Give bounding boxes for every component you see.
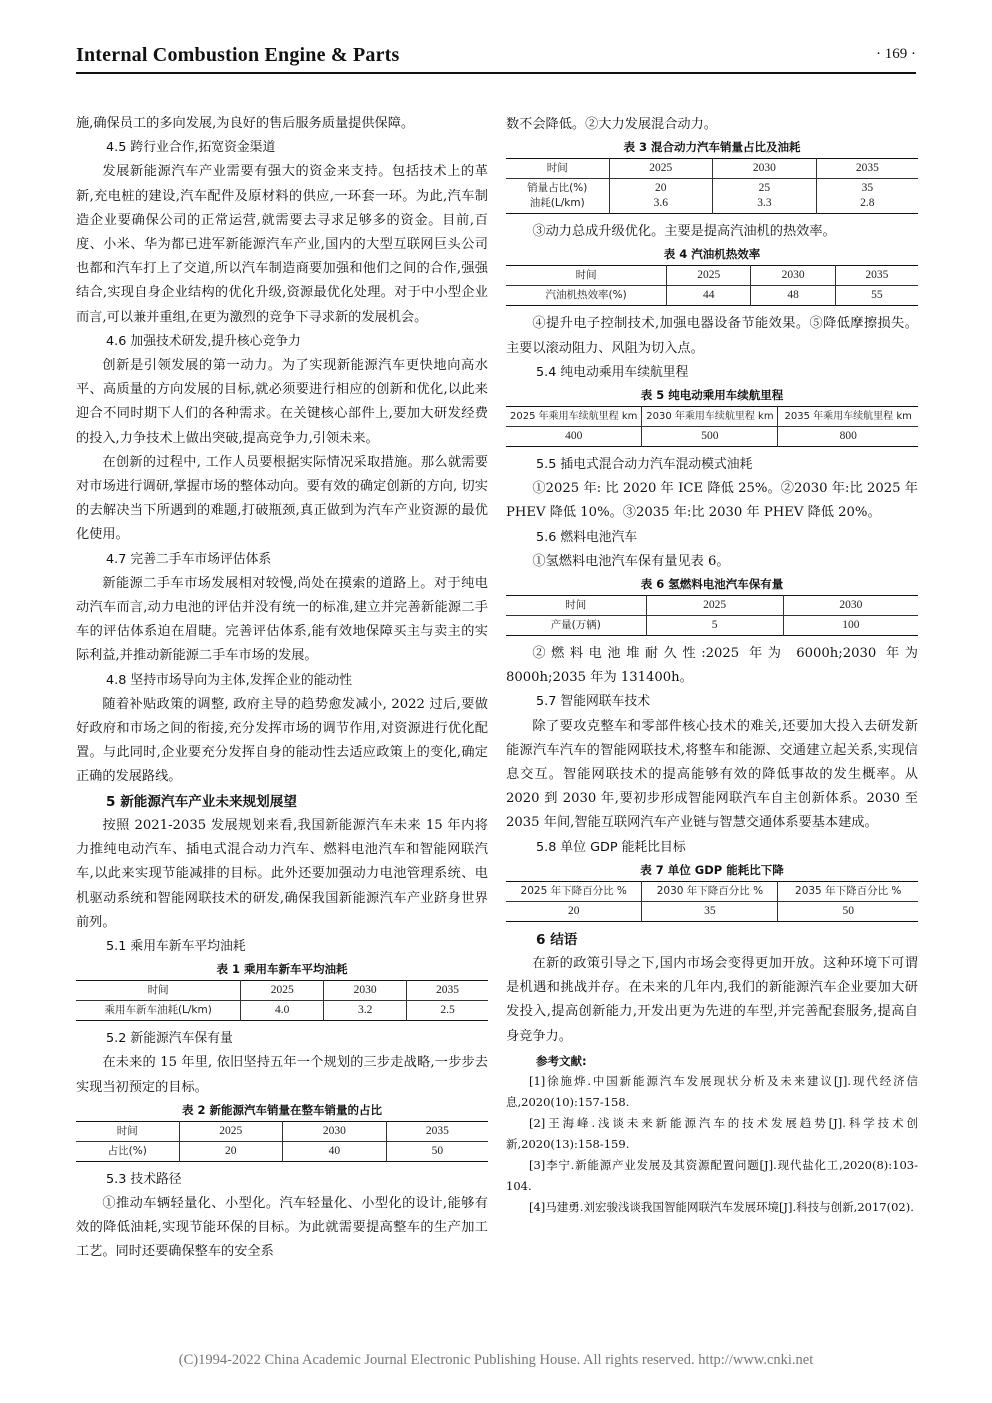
table-header-cell: 2035 bbox=[407, 981, 488, 1001]
section-heading: 5.2 新能源汽车保有量 bbox=[106, 1031, 233, 1047]
table-cell: 产量(万辆) bbox=[506, 616, 646, 636]
table-cell: 40 bbox=[283, 1141, 387, 1161]
reference-item: [3]李宁.新能源产业发展及其资源配置问题[J].现代盐化工,2020(8):103-104. bbox=[506, 1157, 918, 1193]
paragraph: 新能源二手车市场发展相对较慢,尚处在摸索的道路上。对于纯电动汽车而言,动力电池的评估并没有统一的标准,建立并完善新能源二手车的评估体系迫在眉睫。完善评估体系,能有效地保障买主与卖主的实际利益,并推动新能源二手车市场的发展。 bbox=[76, 575, 488, 664]
paragraph: 在未来的 15 年里, 依旧坚持五年一个规划的三步走战略,一步步去实现当初预定的目标。 bbox=[76, 1055, 488, 1095]
paragraph: ①2025 年: 比 2020 年 ICE 降低 25%。②2030 年:比 2025 年 PHEV 降低 10%。③2035 年:比 2030 年 PHEV 降低 20%。 bbox=[506, 481, 918, 521]
reference-item: [1]徐施烨.中国新能源汽车发展现状分析及未来建议[J].现代经济信息,2020(10):157-158. bbox=[506, 1073, 918, 1109]
paragraph: 在创新的过程中, 工作人员要根据实际情况采取措施。那么就需要对市场进行调研,掌握市场的整体动向。要有效的确定创新的方向, 切实的去解决当下所遇到的难题,打破瓶颈,真正做到为汽车产业资源的最优化使用。 bbox=[76, 454, 488, 543]
references-heading: 参考文献: bbox=[536, 1053, 587, 1068]
paragraph: 施,确保员工的多向发展,为良好的售后服务质量提供保障。 bbox=[76, 116, 415, 131]
table-header-cell: 时间 bbox=[76, 1121, 179, 1141]
table-header-cell: 时间 bbox=[506, 159, 609, 179]
cell-value: 3.6 bbox=[653, 197, 668, 210]
table-caption: 表 6 氢燃料电池汽车保有量 bbox=[640, 577, 784, 592]
table-header-cell: 2025 bbox=[646, 596, 783, 616]
section-heading: 5.5 插电式混合动力汽车混动模式油耗 bbox=[536, 457, 753, 473]
table-cell bbox=[713, 179, 817, 214]
table-header-cell: 2035 年下降百分比 % bbox=[778, 881, 918, 901]
header-rule bbox=[76, 72, 916, 74]
table-header-cell: 2030 bbox=[751, 266, 835, 286]
table-cell: 50 bbox=[778, 901, 918, 921]
table-header-cell: 2030 年下降百分比 % bbox=[642, 881, 778, 901]
table-cell: 48 bbox=[751, 286, 835, 306]
table-header-cell: 2025 年下降百分比 % bbox=[506, 881, 642, 901]
cell-value: 2.8 bbox=[860, 197, 875, 210]
table-4 bbox=[506, 265, 918, 306]
cell-value: 25 bbox=[758, 182, 771, 195]
table-1 bbox=[76, 980, 488, 1021]
table-header-cell: 2025 bbox=[241, 981, 324, 1001]
table-header-cell: 2035 年乘用车续航里程 km bbox=[778, 407, 918, 427]
table-cell: 4.0 bbox=[241, 1001, 324, 1021]
section-heading: 6 结语 bbox=[536, 931, 578, 948]
table-header-cell: 时间 bbox=[506, 266, 667, 286]
table-cell: 50 bbox=[386, 1141, 488, 1161]
table-header-cell: 2025 bbox=[667, 266, 751, 286]
table-2 bbox=[76, 1121, 488, 1162]
paragraph: ②燃料电池堆耐久性:2025 年为 6000h;2030 年为 8000h;2035 年为 131400h。 bbox=[506, 646, 918, 686]
table-cell: 3.2 bbox=[324, 1001, 407, 1021]
cell-value: 35 bbox=[861, 182, 874, 195]
table-caption: 表 1 乘用车新车平均油耗 bbox=[216, 962, 348, 977]
table-header-cell: 2035 bbox=[835, 266, 918, 286]
reference-item: [2]王海峰.浅谈未来新能源汽车的技术发展趋势[J].科学技术创新,2020(13):158-159. bbox=[506, 1115, 918, 1151]
table-caption: 表 3 混合动力汽车销量占比及油耗 bbox=[623, 140, 801, 155]
cell-value: 20 bbox=[655, 182, 667, 195]
section-heading: 5.3 技术路径 bbox=[106, 1171, 182, 1187]
table-7 bbox=[506, 881, 918, 922]
section-heading: 5.8 单位 GDP 能耗比目标 bbox=[536, 839, 686, 855]
table-cell: 2.5 bbox=[407, 1001, 488, 1021]
table-cell: 20 bbox=[506, 901, 642, 921]
paragraph: ①氢燃料电池汽车保有量见表 6。 bbox=[532, 553, 730, 569]
table-header-cell: 2030 bbox=[713, 159, 817, 179]
left-column bbox=[76, 112, 488, 1265]
section-heading: 4.5 跨行业合作,拓宽资金渠道 bbox=[106, 140, 276, 156]
table-header-cell: 2030 bbox=[324, 981, 407, 1001]
table-cell: 55 bbox=[835, 286, 918, 306]
table-cell: 800 bbox=[778, 427, 918, 447]
table-header-cell: 2035 bbox=[816, 159, 918, 179]
table-cell: 乘用车新车油耗(L/km) bbox=[76, 1001, 241, 1021]
row-label: 销量占比(%) bbox=[527, 182, 588, 195]
table-3 bbox=[506, 158, 918, 214]
table-cell: 占比(%) bbox=[76, 1141, 179, 1161]
paragraph: ④提升电子控制技术,加强电器设备节能效果。⑤降低摩擦损失。主要以滚动阻力、风阻为切入点。 bbox=[506, 316, 918, 356]
journal-title: Internal Combustion Engine & Parts bbox=[76, 44, 400, 66]
section-heading: 5.7 智能网联车技术 bbox=[536, 694, 650, 710]
paragraph: ③动力总成升级优化。主要是提高汽油机的热效率。 bbox=[532, 224, 836, 240]
reference-item: [4]马建勇.刘宏骏浅谈我国智能网联汽车发展环境[J].科技与创新,2017(02). bbox=[529, 1199, 914, 1214]
section-heading: 4.7 完善二手车市场评估体系 bbox=[106, 551, 272, 567]
table-cell bbox=[506, 179, 609, 214]
section-heading: 4.6 加强技术研发,提升核心竞争力 bbox=[106, 333, 301, 349]
table-header-cell: 时间 bbox=[506, 596, 646, 616]
right-column bbox=[506, 113, 918, 1218]
table-cell: 500 bbox=[642, 427, 778, 447]
table-cell: 35 bbox=[642, 901, 778, 921]
table-caption: 表 2 新能源汽车销量在整车销量的占比 bbox=[181, 1102, 382, 1117]
cell-value: 3.3 bbox=[757, 197, 772, 210]
paragraph: ①推动车辆轻量化、小型化。汽车轻量化、小型化的设计,能够有效的降低油耗,实现节能环保的目标。为此就需要提高整车的生产加工工艺。同时还要确保整车的安全系 bbox=[76, 1195, 488, 1260]
table-header-cell: 2025 年乘用车续航里程 km bbox=[506, 407, 642, 427]
table-header-cell: 2025 bbox=[179, 1121, 283, 1141]
table-header-cell: 时间 bbox=[76, 981, 241, 1001]
row-label: 油耗(L/km) bbox=[529, 197, 585, 210]
section-heading: 5.6 燃料电池汽车 bbox=[536, 529, 638, 545]
page-number: · 169 · bbox=[876, 46, 916, 62]
table-caption: 表 4 汽油机热效率 bbox=[663, 247, 761, 262]
table-header-cell: 2025 bbox=[609, 159, 713, 179]
paragraph: 发展新能源汽车产业需要有强大的资金来支持。包括技术上的革新,充电桩的建设,汽车配件及原材料的供应,一环套一环。为此,汽车制造企业要确保公司的正常运营,就需要去寻求足够多的资金。目前,百度、小米、华为都已进军新能源汽车产业,国内的大型互联网巨头公司也都和汽车打上了交道,所以汽车制造商要加强和他们之间的合作,强强结合,实现自身企业结构的优化升级,资源最优化处理。对于中小型企业而言,可以兼并重组,在更为激烈的竞争下寻求新的发展机会。 bbox=[76, 164, 488, 325]
paragraph: 在新的政策引导之下,国内市场会变得更加开放。这种环境下可谓是机遇和挑战并存。在未来的几年内,我们的新能源汽车企业要加大研发投入,提高创新能力,开发出更为先进的车型,并完善配套服务,提高自身竞争力。 bbox=[506, 956, 918, 1044]
copyright-footer: (C)1994-2022 China Academic Journal Electronic Publishing House. All rights reserved. http://www.cnki.net bbox=[178, 1352, 814, 1368]
table-cell bbox=[816, 179, 918, 214]
table-header-cell: 2030 年乘用车续航里程 km bbox=[642, 407, 778, 427]
table-cell: 44 bbox=[667, 286, 751, 306]
table-caption: 表 7 单位 GDP 能耗比下降 bbox=[640, 862, 784, 877]
section-heading: 5.1 乘用车新车平均油耗 bbox=[106, 938, 246, 954]
section-heading: 4.8 坚持市场导向为主体,发挥企业的能动性 bbox=[106, 672, 353, 688]
table-5 bbox=[506, 406, 918, 447]
table-cell: 汽油机热效率(%) bbox=[506, 286, 667, 306]
table-cell: 100 bbox=[783, 616, 918, 636]
table-caption: 表 5 纯电动乘用车续航里程 bbox=[640, 388, 784, 403]
table-header-cell: 2030 bbox=[283, 1121, 387, 1141]
table-cell bbox=[609, 179, 713, 214]
table-header-cell: 2030 bbox=[783, 596, 918, 616]
paragraph: 按照 2021-2035 发展规划来看,我国新能源汽车未来 15 年内将力推纯电动汽车、插电式混合动力汽车、燃料电池汽车和智能网联汽车,以此来实现节能减排的目标。此外还要加强动力电池管理系统、电机驱动系统和智能网联技术的研发,确保我国新能源汽车产业跻身世界前列。 bbox=[76, 817, 488, 930]
table-6 bbox=[506, 595, 918, 636]
table-cell: 400 bbox=[506, 427, 642, 447]
paragraph: 除了要攻克整车和零部件核心技术的难关,还要加大投入去研发新能源汽车汽车的智能网联技术,将整车和能源、交通建立起关系,实现信息交互。智能网联技术的提高能够有效的降低事故的发生概率。从 2020 到 2030 年,要初步形成智能网联汽车自主创新体系。2030 至 2035 年间,智能互联网汽车产业链与智慧交通体系要基本建成。 bbox=[506, 718, 918, 831]
page-header bbox=[76, 44, 916, 70]
table-cell: 5 bbox=[646, 616, 783, 636]
paragraph: 数不会降低。②大力发展混合动力。 bbox=[506, 117, 717, 132]
paragraph: 随着补贴政策的调整, 政府主导的趋势愈发减小, 2022 过后,要做好政府和市场之间的衔接,充分发挥市场的调节作用,对资源进行优化配置。与此同时,企业要充分发挥自身的能动性去适应政策上的变化,确定正确的发展路线。 bbox=[76, 696, 488, 785]
section-heading: 5 新能源汽车产业未来规划展望 bbox=[106, 793, 297, 810]
paragraph: 创新是引领发展的第一动力。为了实现新能源汽车更快地向高水平、高质量的方向发展的目标,就必须要进行相应的创新和优化,以此来迎合不同时期下人们的各种需求。在关键核心部件上,要加大研发经费的投入,力争技术上做出突破,提高竞争力,引领未来。 bbox=[76, 358, 488, 446]
table-cell: 20 bbox=[179, 1141, 283, 1161]
table-header-cell: 2035 bbox=[386, 1121, 488, 1141]
section-heading: 5.4 纯电动乘用车续航里程 bbox=[536, 364, 689, 380]
